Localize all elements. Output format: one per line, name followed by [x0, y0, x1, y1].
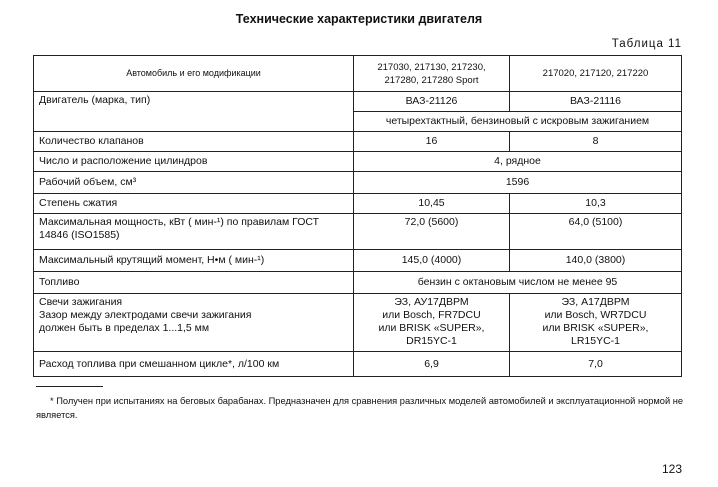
header-models-2: 217020, 217120, 217220 — [510, 56, 682, 92]
row-label-cylinders: Число и расположение цилиндров — [34, 152, 354, 172]
header-vehicle: Автомобиль и его модификации — [34, 56, 354, 92]
cylinders-value: 4, рядное — [354, 152, 682, 172]
valves-value-2: 8 — [510, 132, 682, 152]
plugs-value-line: ЭЗ, А17ДВРМ — [561, 296, 630, 308]
row-label-compression: Степень сжатия — [34, 194, 354, 214]
valves-value-1: 16 — [354, 132, 510, 152]
table-row — [34, 172, 682, 194]
table-header-row — [34, 56, 682, 92]
volume-value: 1596 — [354, 172, 682, 194]
table-row — [34, 194, 682, 214]
row-label-engine: Двигатель (марка, тип) — [34, 92, 354, 132]
table-row — [34, 272, 682, 294]
engine-type-value: четырехтактный, бензиновый с искровым зажиганием — [354, 112, 682, 132]
row-label-volume: Рабочий объем, см³ — [34, 172, 354, 194]
table-row — [34, 294, 682, 352]
row-label-plugs — [34, 294, 354, 352]
plugs-value-line: DR15YC-1 — [406, 335, 457, 347]
plugs-label-line: Зазор между электродами свечи зажигания — [39, 309, 252, 321]
footnote: * Получен при испытаниях на беговых барабанах. Предназначен для сравнения различных моделей автомобилей и эксплуатационной нормой не является. — [36, 396, 684, 420]
compression-value-2: 10,3 — [510, 194, 682, 214]
table-number: Таблица 11 — [611, 38, 682, 50]
torque-value-1: 145,0 (4000) — [354, 250, 510, 272]
plugs-label-line: Свечи зажигания — [39, 296, 123, 308]
row-label-consumption: Расход топлива при смешанном цикле*, л/100 км — [34, 352, 354, 377]
plugs-value-line: LR15YC-1 — [570, 335, 621, 347]
table-row — [34, 352, 682, 377]
page-title: Технические характеристики двигателя — [235, 12, 483, 26]
compression-value-1: 10,45 — [354, 194, 510, 214]
engine-value-2: ВАЗ-21116 — [510, 92, 682, 112]
plugs-value-line: ЭЗ, АУ17ДВРМ — [394, 296, 469, 308]
row-label-fuel: Топливо — [34, 272, 354, 294]
table-row — [34, 214, 682, 250]
power-value-2: 64,0 (5100) — [510, 214, 682, 250]
fuel-value: бензин с октановым числом не менее 95 — [354, 272, 682, 294]
row-label-power: Максимальная мощность, кВт ( мин-¹) по правилам ГОСТ 14846 (ISO1585) — [34, 214, 354, 250]
footnote-divider — [36, 386, 103, 387]
plugs-value-line: или BRISK «SUPER», — [378, 322, 485, 334]
plugs-value-line: или Bosch, WR7DCU — [544, 309, 647, 321]
row-label-torque: Максимальный крутящий момент, Н•м ( мин-¹) — [34, 250, 354, 272]
page-number: 123 — [661, 462, 682, 476]
consumption-value-1: 6,9 — [354, 352, 510, 377]
header-models-1: 217030, 217130, 217230, 217280, 217280 Sport — [354, 56, 510, 92]
torque-value-2: 140,0 (3800) — [510, 250, 682, 272]
table-row — [34, 92, 682, 112]
consumption-value-2: 7,0 — [510, 352, 682, 377]
row-label-valves: Количество клапанов — [34, 132, 354, 152]
spec-table — [33, 55, 682, 377]
table-row — [34, 152, 682, 172]
plugs-value-line: или Bosch, FR7DCU — [382, 309, 481, 321]
plugs-value-1 — [354, 294, 510, 352]
plugs-value-2 — [510, 294, 682, 352]
engine-value-1: ВАЗ-21126 — [354, 92, 510, 112]
table-row — [34, 250, 682, 272]
plugs-label-line: должен быть в пределах 1...1,5 мм — [39, 322, 210, 334]
table-row — [34, 132, 682, 152]
power-value-1: 72,0 (5600) — [354, 214, 510, 250]
plugs-value-line: или BRISK «SUPER», — [542, 322, 649, 334]
